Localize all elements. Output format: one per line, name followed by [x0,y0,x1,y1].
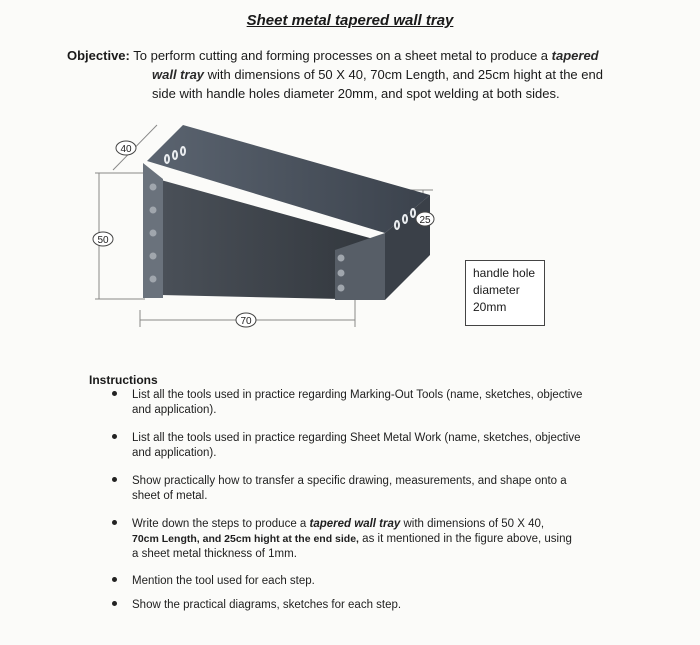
item-text: and application). [132,447,217,459]
item-bold: 70cm Length, and 25cm hight at the end side, [132,533,359,545]
item-text [132,532,630,547]
item-text: Show the practical diagrams, sketches for each step. [132,599,402,611]
callout-line-1: handle hole [473,266,536,280]
document-title: Sheet metal tapered wall tray [246,12,454,29]
item-text-pre: Write down the steps to produce a [132,518,307,530]
objective-line3: side with handle holes diameter 20mm, and spot welding at both sides. [152,86,560,101]
list-item [110,388,630,418]
item-text: sheet of metal. [132,490,208,502]
objective-line2 [67,65,667,84]
item-emphasis: tapered wall tray [309,518,401,530]
objective-line1: To perform cutting and forming processes on a sheet metal to produce a [133,48,549,63]
objective-emphasis-1: tapered [551,48,599,63]
item-text-post: as it mentioned in the figure above, using [362,533,572,545]
dim-50-label: 50 [97,235,109,246]
item-text: Show practically how to transfer a specific drawing, measurements, and shape onto a [132,475,567,487]
list-item [110,574,630,589]
bullet-icon [112,577,117,582]
item-text: a sheet metal thickness of 1mm. [132,548,297,560]
callout-line-2: diameter [473,283,520,297]
objective-emphasis-2: wall tray [152,67,205,82]
objective-line2-text: with dimensions of 50 X 40, 70cm Length, and 25cm hight at the end [207,67,603,82]
instructions-list [110,388,630,613]
bullet-icon [112,477,117,482]
list-item [110,598,630,613]
item-text: List all the tools used in practice regarding Marking-Out Tools (name, sketches, objective [132,389,583,401]
callout-line-3: 20mm [473,300,507,314]
list-item [110,517,630,562]
list-item [110,431,630,461]
item-text: Mention the tool used for each step. [132,575,315,587]
objective-label: Objective: [67,48,130,63]
dim-40-label: 40 [120,144,132,155]
dim-70-label: 70 [240,316,252,327]
bullet-icon [112,601,117,606]
bullet-icon [112,520,117,525]
objective-paragraph [67,46,667,103]
list-item [110,474,630,504]
item-text: and application). [132,404,217,416]
instructions-heading: Instructions [89,373,158,387]
item-text-post: with dimensions of 50 X 40, [403,518,545,530]
handle-hole-callout [465,260,545,326]
bullet-icon [112,434,117,439]
dim-25-label: 25 [419,215,431,226]
item-text: List all the tools used in practice regarding Sheet Metal Work (name, sketches, objective [132,432,581,444]
bullet-icon [112,391,117,396]
item-text [132,517,630,532]
